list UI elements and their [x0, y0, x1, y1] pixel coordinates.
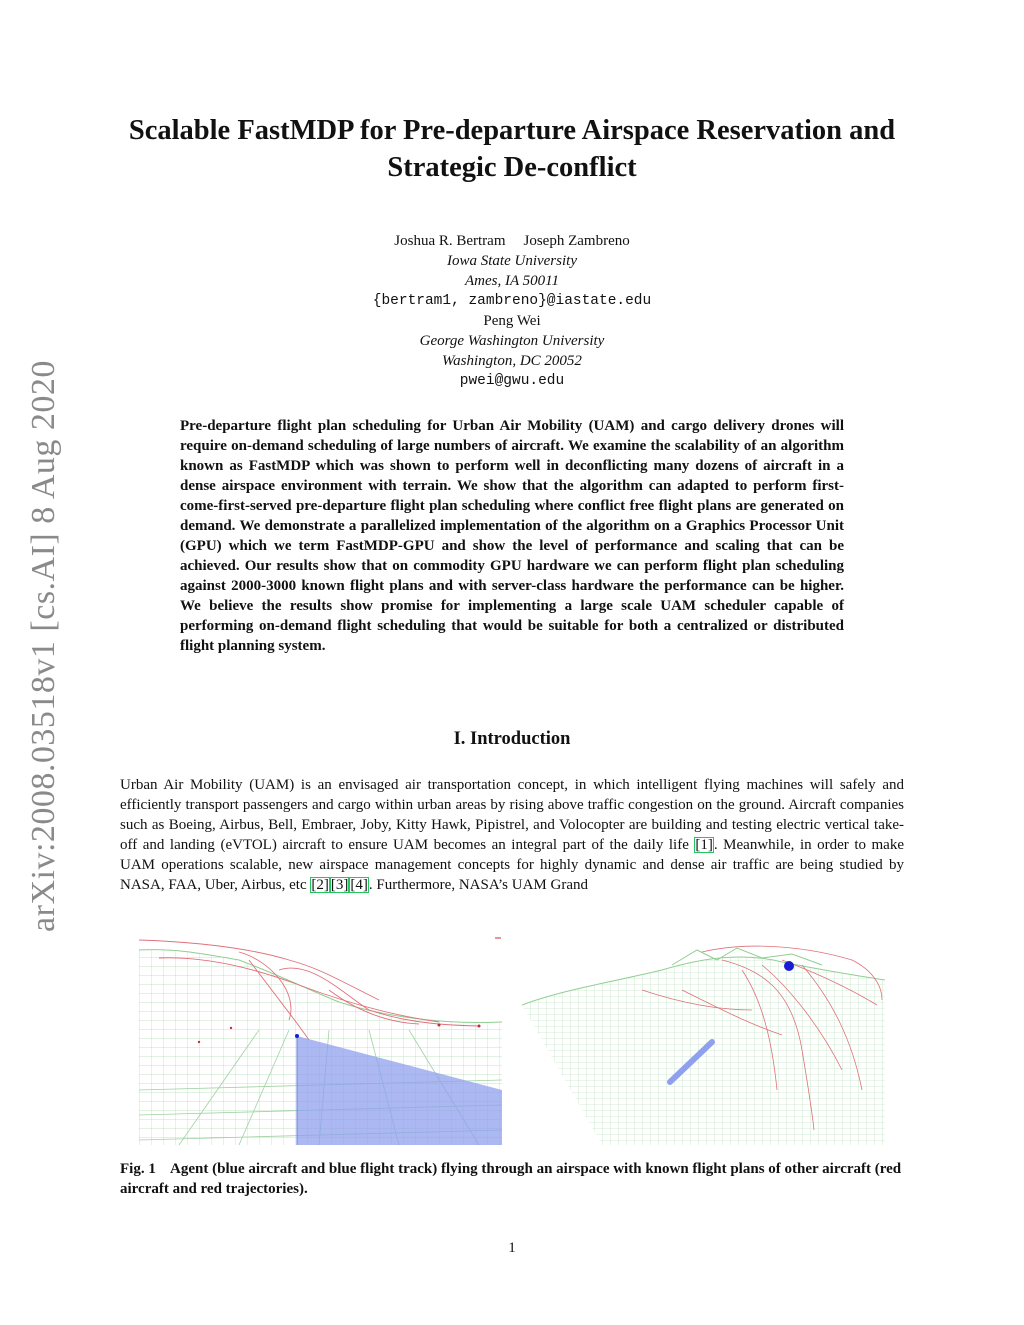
- intro-paragraph: [120, 775, 904, 895]
- caption-text: Agent (blue aircraft and blue flight track) flying through an airspace with known flight plans of other aircraft (red aircraft and red trajectories).: [120, 1161, 902, 1197]
- page-number: 1: [508, 1240, 516, 1256]
- affiliation: Iowa State University: [447, 253, 577, 269]
- intro-text: Urban Air Mobility (UAM) is an envisaged air transportation concept, in which intelligent flying machines will safely and efficiently transport passengers and cargo within urban areas by rising above traffic congestion on the ground. Aircraft companies such as Boeing, Airbus, Bell, Embraer, Joby, Kitty Hawk, Pipistrel, and Volocopter are building and testing electric vertical take-off and landing (eVTOL) aircraft to ensure UAM becomes an integral part of the daily life: [120, 777, 904, 853]
- intro-text: . Furthermore, NASA’s UAM Grand: [368, 877, 589, 893]
- author-email[interactable]: {bertram1, zambreno}@iastate.edu: [372, 293, 652, 309]
- affiliation: George Washington University: [419, 333, 605, 349]
- red-aircraft-marker: [494, 930, 504, 942]
- citation-link[interactable]: [2]: [311, 877, 329, 893]
- figure-label: Fig. 1: [120, 1161, 156, 1177]
- author-name: Joseph Zambreno: [523, 233, 630, 249]
- title-line-1: Scalable FastMDP for Pre-departure Airspace Reservation and: [128, 115, 896, 146]
- title-line-2: Strategic De-conflict: [387, 152, 637, 183]
- citation-link[interactable]: [3]: [330, 877, 349, 893]
- author-block: [200, 231, 824, 391]
- section-heading: I. Introduction: [453, 729, 571, 749]
- affiliation-location: Washington, DC 20052: [442, 353, 582, 369]
- figure-right-panel: [522, 930, 885, 1145]
- author-names-row: [200, 231, 824, 251]
- figure-1: [139, 930, 885, 1145]
- figure-caption: [120, 1159, 904, 1199]
- citation-link[interactable]: [4]: [350, 877, 368, 893]
- author-name: Peng Wei: [483, 313, 541, 329]
- arxiv-identifier: arXiv:2008.03518v1 [cs.AI] 8 Aug 2020: [25, 360, 62, 932]
- citation-link[interactable]: [1]: [695, 837, 713, 853]
- abstract: Pre-departure flight plan scheduling for Urban Air Mobility (UAM) and cargo delivery drones will require on-demand scheduling of large numbers of aircraft. We examine the scalability of an algorithm known as FastMDP which was shown to perform well in deconflicting many dozens of aircraft in a dense airspace environment with terrain. We show that the algorithm can adapted to perform first-come-first-served pre-departure flight plan scheduling where conflict free flight plans are generated on demand. We demonstrate a parallelized implementation of the algorithm on a Graphics Processor Unit (GPU) which we term FastMDP-GPU and show the level of performance and scaling that can be achieved. Our results show that on commodity GPU hardware we can perform flight plan scheduling against 2000-3000 known flight plans and with server-class hardware the performance can be higher. We believe the results show promise for implementing a large scale UAM scheduler capable of performing on-demand flight scheduling that would be suitable for both a centralized or distributed flight planning system.: [180, 418, 844, 654]
- author-email[interactable]: pwei@gwu.edu: [459, 373, 565, 389]
- paper-title: [100, 112, 924, 186]
- author-name: Joshua R. Bertram: [394, 233, 506, 249]
- intro-text: . Meanwhile, in order to make UAM operations scalable, new airspace management concepts for highly dynamic and dense air traffic are being studied by NASA, FAA, Uber, Airbus, etc: [120, 837, 904, 893]
- affiliation-location: Ames, IA 50011: [464, 273, 559, 289]
- figure-left-panel: [139, 930, 502, 1145]
